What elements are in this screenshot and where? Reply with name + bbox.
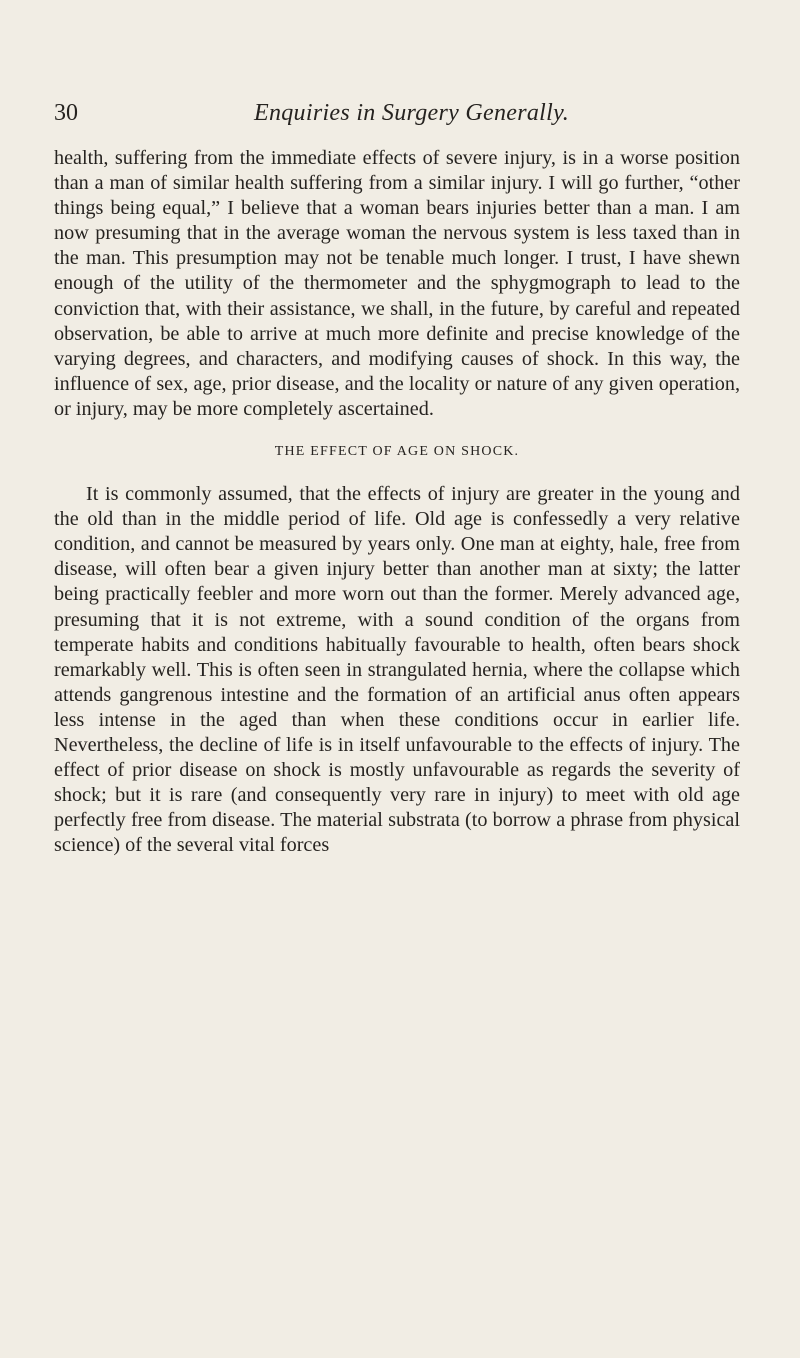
- paragraph-age-section: It is commonly assumed, that the effects of injury are greater in the young and the old than in the middle period of life. Old age is confessedly a very relative condition, and cannot be measured by years only. One man at eighty, hale, free from disease, will often bear a given injury better than another man at sixty; the latter being practically feebler and more worn out than the former. Merely advanced age, presuming that it is not extreme, with a sound condition of the organs from temperate habits and conditions habitually favourable to health, often bears shock remarkably well. This is often seen in strangulated hernia, where the collapse which attends gangrenous intestine and the formation of an artificial anus often appears less intense in the aged than when these conditions occur in earlier life. Nevertheless, the decline of life is in itself unfavourable to the effects of injury. The effect of prior disease on shock is mostly unfavourable as regards the severity of shock; but it is rare (and consequently very rare in injury) to meet with old age perfectly free from disease. The material substrata (to borrow a phrase from physical science) of the several vital forces: [54, 483, 740, 857]
- running-head: Enquiries in Surgery Generally.: [254, 100, 570, 126]
- page-number: 30: [54, 100, 78, 126]
- section-heading: THE EFFECT OF AGE ON SHOCK.: [274, 444, 520, 460]
- paragraph-continuation: health, suffering from the immediate effects of severe injury, is in a worse position than a man of similar health suffering from a similar injury. I will go further, “other things being equal,” I believe that a woman bears injuries better than a man. I am now presuming that in the average woman the nervous system is less taxed than in the man. This presumption may not be tenable much longer. I trust, I have shewn enough of the utility of the thermometer and the sphygmograph to lead to the conviction that, with their assistance, we shall, in the future, by careful and repeated observation, be able to arrive at much more definite and precise knowledge of the varying degrees, and characters, and modifying causes of shock. In this way, the influence of sex, age, prior disease, and the locality or nature of any given operation, or injury, may be more completely ascertained.: [54, 147, 740, 420]
- body-text: [54, 146, 740, 858]
- page-header: [54, 100, 734, 136]
